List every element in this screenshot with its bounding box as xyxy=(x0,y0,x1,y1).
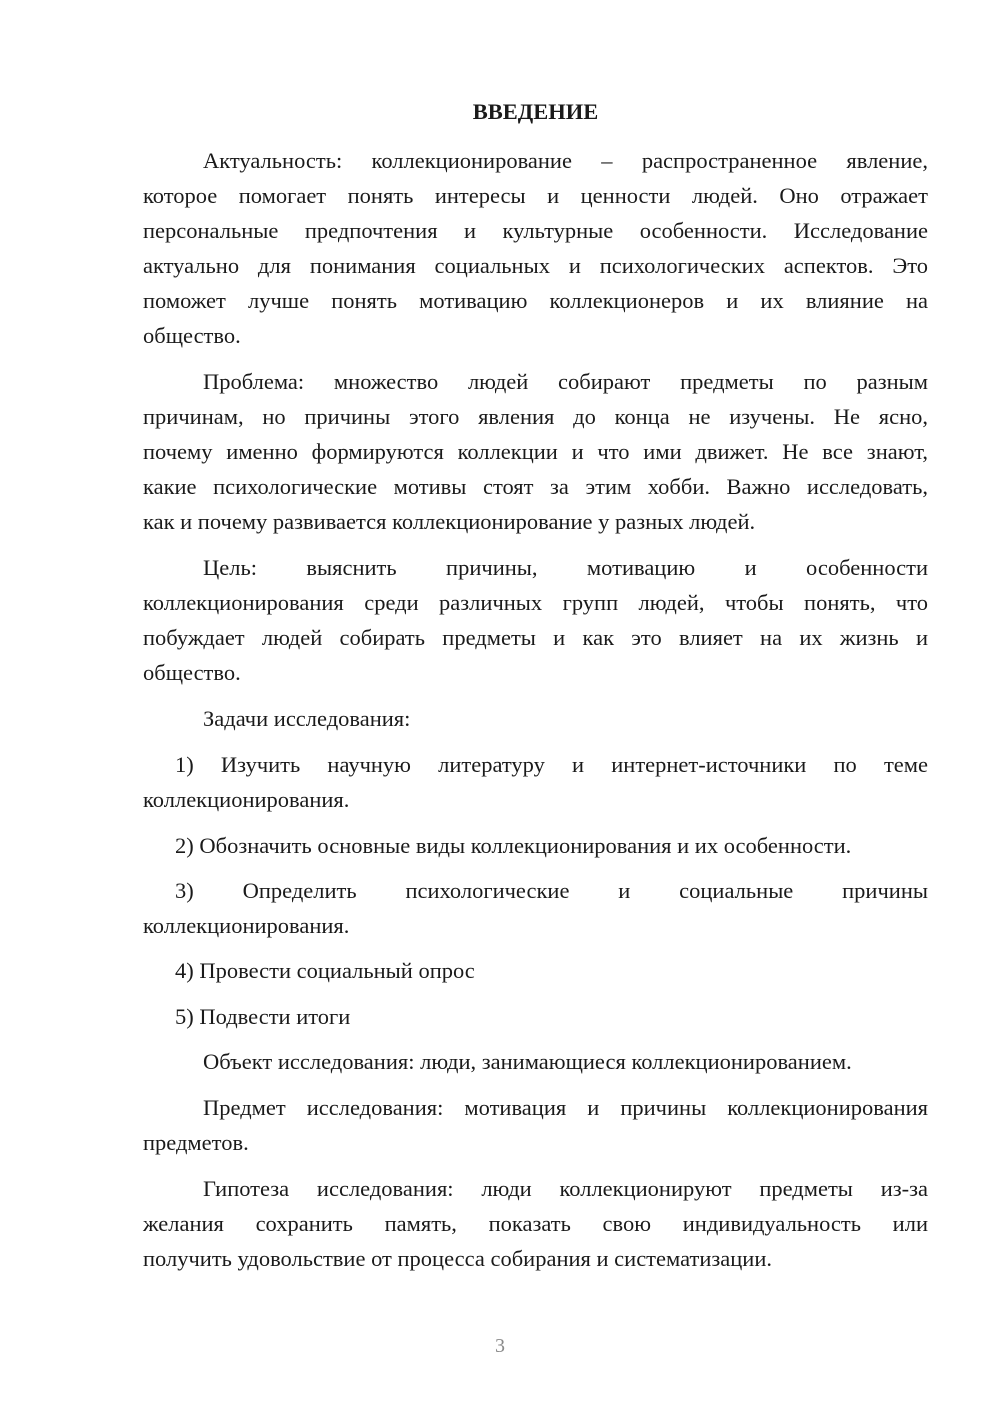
text-line: Предмет исследования: мотивация и причины коллекционирования xyxy=(203,1095,928,1120)
text-line: общество. xyxy=(143,660,241,685)
text-line: поможет лучше понять мотивацию коллекционеров и их влияние на xyxy=(143,288,928,313)
paragraph-goal xyxy=(143,550,928,690)
text-line: Актуальность: коллекционирование – распространенное явление, xyxy=(203,148,928,173)
text-line: 3) Определить психологические и социальные причины xyxy=(175,878,928,903)
text-line: Объект исследования: люди, занимающиеся коллекционированием. xyxy=(203,1049,852,1074)
text-line: побуждает людей собирать предметы и как это влияет на их жизнь и xyxy=(143,625,928,650)
text-line: коллекционирования среди различных групп людей, чтобы понять, что xyxy=(143,590,928,615)
text-line: общество. xyxy=(143,323,241,348)
task-item-5 xyxy=(143,999,928,1034)
text-line: Задачи исследования: xyxy=(203,706,411,731)
task-item-2 xyxy=(143,828,928,863)
paragraph-tasks-heading xyxy=(143,701,928,736)
text-line: какие психологические мотивы стоят за этим хобби. Важно исследовать, xyxy=(143,474,928,499)
page-number: 3 xyxy=(495,1335,505,1357)
text-line: 1) Изучить научную литературу и интернет-источники по теме xyxy=(175,752,928,777)
paragraph-relevance xyxy=(143,143,928,353)
text-line: 2) Обозначить основные виды коллекционирования и их особенности. xyxy=(175,833,852,858)
text-line: причинам, но причины этого явления до конца не изучены. Не ясно, xyxy=(143,404,928,429)
text-line: Гипотеза исследования: люди коллекционируют предметы из-за xyxy=(203,1176,928,1201)
task-item-4 xyxy=(143,953,928,988)
paragraph-subject xyxy=(143,1090,928,1160)
page-title: ВВЕДЕНИЕ xyxy=(472,99,599,124)
task-item-1 xyxy=(143,747,928,817)
text-line: коллекционирования. xyxy=(143,913,350,938)
paragraph-problem xyxy=(143,364,928,539)
text-line: которое помогает понять интересы и ценности людей. Оно отражает xyxy=(143,183,928,208)
text-line: коллекционирования. xyxy=(143,787,350,812)
text-line: Проблема: множество людей собирают предметы по разным xyxy=(203,369,928,394)
text-line: желания сохранить память, показать свою индивидуальность или xyxy=(143,1211,928,1236)
text-line: актуально для понимания социальных и психологических аспектов. Это xyxy=(143,253,928,278)
paragraph-hypothesis xyxy=(143,1171,928,1276)
text-line: получить удовольствие от процесса собирания и систематизации. xyxy=(143,1246,772,1271)
text-line: 4) Провести социальный опрос xyxy=(175,958,475,983)
text-line: как и почему развивается коллекционирование у разных людей. xyxy=(143,509,756,534)
text-line: персональные предпочтения и культурные особенности. Исследование xyxy=(143,218,928,243)
text-line: 5) Подвести итоги xyxy=(175,1004,351,1029)
paragraph-object xyxy=(143,1044,928,1079)
text-line: предметов. xyxy=(143,1130,249,1155)
text-line: почему именно формируются коллекции и что ими движет. Не все знают, xyxy=(143,439,928,464)
text-line: Цель: выяснить причины, мотивацию и особенности xyxy=(203,555,928,580)
task-item-3 xyxy=(143,873,928,943)
